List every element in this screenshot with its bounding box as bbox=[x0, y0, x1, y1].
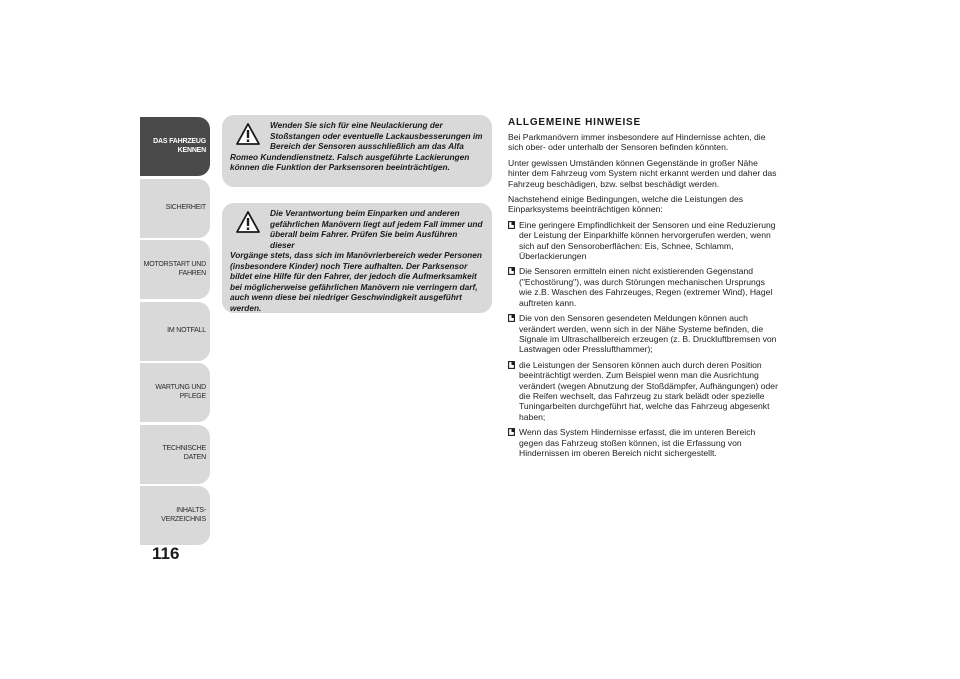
condition-list bbox=[508, 220, 780, 459]
checkbox-bullet-icon bbox=[508, 314, 515, 322]
section-heading: ALLGEMEINE HINWEISE bbox=[508, 117, 641, 128]
tab-das-fahrzeug-kennen[interactable]: DAS FAHRZEUG KENNEN bbox=[140, 117, 210, 176]
tab-wartung-und-pflege[interactable]: WARTUNG UND PFLEGE bbox=[140, 363, 210, 422]
warning-box-paint bbox=[222, 115, 492, 187]
list-item-text: Wenn das System Hindernisse erfasst, die im unteren Bereich gegen das Fahrzeug stoßen können, ist die Erfassung von Hindernissen im oberen Bereich nicht sichergestellt. bbox=[519, 427, 756, 458]
tab-motorstart-und-fahren[interactable]: MOTORSTART UND FAHREN bbox=[140, 240, 210, 299]
checkbox-bullet-icon bbox=[508, 267, 515, 275]
list-item-text: Die von den Sensoren gesendeten Meldungen können auch verändert werden, wenn sich in der Nähe Systeme befinden, die Signale im Ultraschallbereich erzeugen (z. B. Druckluftbremsen von Lastwagen oder Presslufthammer); bbox=[519, 313, 777, 355]
checkbox-bullet-icon bbox=[508, 221, 515, 229]
warning-text bbox=[230, 208, 484, 313]
tab-technische-daten[interactable]: TECHNISCHE DATEN bbox=[140, 425, 210, 484]
checkbox-bullet-icon bbox=[508, 428, 515, 436]
warning-rest-text: Vorgänge stets, dass sich im Manövrierbereich weder Personen (insbesondere Kinder) noch Tiere aufhalten. Der Parksensor bildet eine Hilfe für den Fahrer, der jedoch die Aufmerksamkeit bei möglicherweise gefährlichen Manövern nie verringern darf, auch wenn diese bei niedriger Geschwindigkeit ausgeführt werden. bbox=[230, 250, 482, 313]
list-item bbox=[508, 220, 780, 262]
tab-im-notfall[interactable]: IM NOTFALL bbox=[140, 302, 210, 361]
tab-sicherheit[interactable]: SICHERHEIT bbox=[140, 179, 210, 238]
warning-lead-text: Die Verantwortung beim Einparken und anderen gefährlichen Manövern liegt auf jedem Fall immer und überall beim Fahrer. Prüfen Sie beim Ausführen dieser bbox=[270, 208, 483, 250]
list-item bbox=[508, 360, 780, 422]
checkbox-bullet-icon bbox=[508, 361, 515, 369]
tab-inhaltsverzeichnis[interactable]: INHALTS- VERZEICHNIS bbox=[140, 486, 210, 545]
warning-lead-text: Wenden Sie sich für eine Neulackierung der Stoßstangen oder eventuelle Lackausbesserungen im Bereich der Sensoren ausschließlich am das Alfa bbox=[270, 120, 483, 151]
warning-box-responsibility bbox=[222, 203, 492, 313]
paragraph: Bei Parkmanövern immer insbesondere auf Hindernisse achten, die sich ober- oder unterhalb der Sensoren befinden könnten. bbox=[508, 132, 766, 153]
list-item-text: die Leistungen der Sensoren können auch durch deren Position beeinträchtigt werden. Zum Beispiel wenn man die Ausrichtung verändert (wegen Abnutzung der Stoßdämpfer, Aufhängungen) oder die Reifen wechselt, das Fahrzeug zu stark belädt oder spezielle Tuningarbeiten durchgeführt hat, welche das Fahrzeug abgesenkt haben; bbox=[519, 359, 778, 422]
list-item-text: Eine geringere Empfindlichkeit der Sensoren und eine Reduzierung der Leistung der Einparkhilfe können hervorgerufen werden, wenn sich auf den Sensoroberflächen: Eis, Schnee, Schlamm, Überlackierungen bbox=[519, 219, 776, 262]
paragraph: Nachstehend einige Bedingungen, welche die Leistungen des Einparksystems beeinträchtigen können: bbox=[508, 194, 744, 215]
warning-text bbox=[230, 120, 484, 173]
list-item bbox=[508, 266, 780, 308]
list-item bbox=[508, 313, 780, 355]
general-notes-section bbox=[508, 117, 780, 463]
page-number: 116 bbox=[152, 544, 180, 563]
warning-rest-text: Romeo Kundendienstnetz. Falsch ausgeführte Lackierungen können die Funktion der Parksensoren beeinträchtigen. bbox=[230, 151, 470, 172]
list-item bbox=[508, 427, 780, 458]
paragraph: Unter gewissen Umständen können Gegenstände in großer Nähe hinter dem Fahrzeug vom System nicht erkannt werden und daher das Fahrzeug beschädigen, bzw. selbst beschädigt werden. bbox=[508, 157, 777, 189]
chapter-tabs bbox=[140, 117, 210, 548]
list-item-text: Die Sensoren ermitteln einen nicht existierenden Gegenstand ("Echostörung"), was durch Störungen mechanischen Ursprungs wie z.B. Waschen des Fahrzeuges, Regen (extremer Wind), Hagel auftreten kann. bbox=[519, 266, 773, 308]
